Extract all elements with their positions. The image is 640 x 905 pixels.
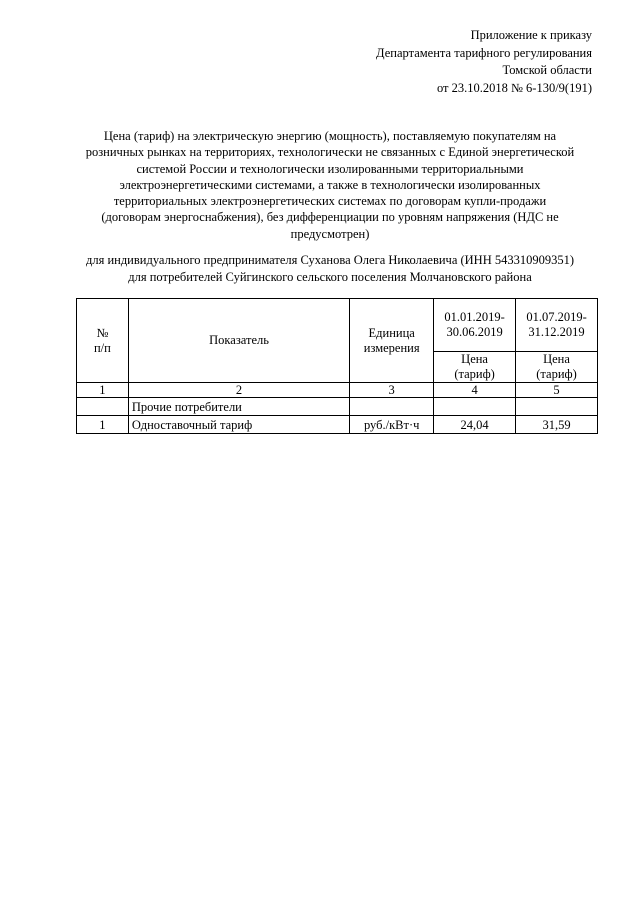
header-price2-cell	[516, 352, 598, 383]
appendix-line: Приложение к приказу	[470, 28, 592, 42]
column-numbers-row	[77, 383, 598, 398]
appendix-line: Томской области	[502, 63, 592, 77]
header-number-line2: п/п	[93, 340, 111, 355]
price2-line1: Цена	[543, 352, 570, 366]
document-title	[78, 128, 582, 242]
appendix-order-line: от 23.10.2018 № 6-130/9(191)	[436, 80, 592, 95]
group-label-cell: Прочие потребители	[128, 398, 349, 416]
appendix-line: Департамента тарифного регулирования	[376, 45, 592, 60]
group-value2-cell	[516, 398, 598, 416]
header-unit-cell	[350, 299, 434, 383]
appendix-header	[376, 27, 592, 97]
subtitle-line: для индивидуального предпринимателя Суханова Олега Николаевича (ИНН 543310909351)	[85, 253, 575, 267]
tariff-table	[76, 298, 598, 434]
title-line: электроэнергетическими системами, а также в технологически изолированных	[119, 177, 541, 192]
period2-line1: 01.07.2019-	[526, 310, 587, 324]
title-line: Цена (тариф) на электрическую энергию (мощность), поставляемую покупателям на	[103, 129, 557, 143]
row-value1-cell: 24,04	[434, 416, 516, 434]
header-number-line1: №	[96, 325, 109, 340]
period1-line2: 30.06.2019	[446, 325, 503, 339]
header-period1-cell	[434, 299, 516, 352]
header-unit-line2: измерения	[363, 340, 420, 355]
price1-line2: (тариф)	[454, 367, 495, 381]
row-number-cell: 1	[77, 416, 129, 434]
header-period2-cell	[516, 299, 598, 352]
header-indicator-cell: Показатель	[128, 299, 349, 383]
table-header-row	[77, 299, 598, 352]
row-indicator-cell: Одноставочный тариф	[128, 416, 349, 434]
document-subtitle	[60, 252, 600, 285]
group-unit-cell	[350, 398, 434, 416]
row-value2-cell: 31,59	[516, 416, 598, 434]
row-unit-cell: руб./кВт·ч	[350, 416, 434, 434]
column-number-cell: 2	[128, 383, 349, 398]
header-number-cell	[77, 299, 129, 383]
price1-line1: Цена	[461, 352, 488, 366]
title-line: розничных рынках на территориях, технологически не связанных с Единой энергетической	[85, 145, 575, 160]
period2-line2: 31.12.2019	[528, 325, 585, 339]
group-value1-cell	[434, 398, 516, 416]
table-row	[77, 416, 598, 434]
column-number-cell: 1	[77, 383, 129, 398]
group-row	[77, 398, 598, 416]
title-line: системой России и технологически изолированными территориальными	[136, 161, 524, 176]
subtitle-line: для потребителей Суйгинского сельского поселения Молчановского района	[128, 269, 532, 284]
group-number-cell	[77, 398, 129, 416]
period1-line1: 01.01.2019-	[444, 310, 505, 324]
column-number-cell: 3	[350, 383, 434, 398]
column-number-cell: 4	[434, 383, 516, 398]
column-number-cell: 5	[516, 383, 598, 398]
title-line: (договорам энергоснабжения), без дифференциации по уровням напряжения (НДС не	[101, 210, 559, 225]
title-line: предусмотрен)	[290, 226, 370, 241]
title-line: территориальных электроэнергетических системах по договорам купли-продажи	[113, 194, 547, 209]
header-price1-cell	[434, 352, 516, 383]
header-unit-line1: Единица	[368, 325, 415, 340]
price2-line2: (тариф)	[536, 367, 577, 381]
